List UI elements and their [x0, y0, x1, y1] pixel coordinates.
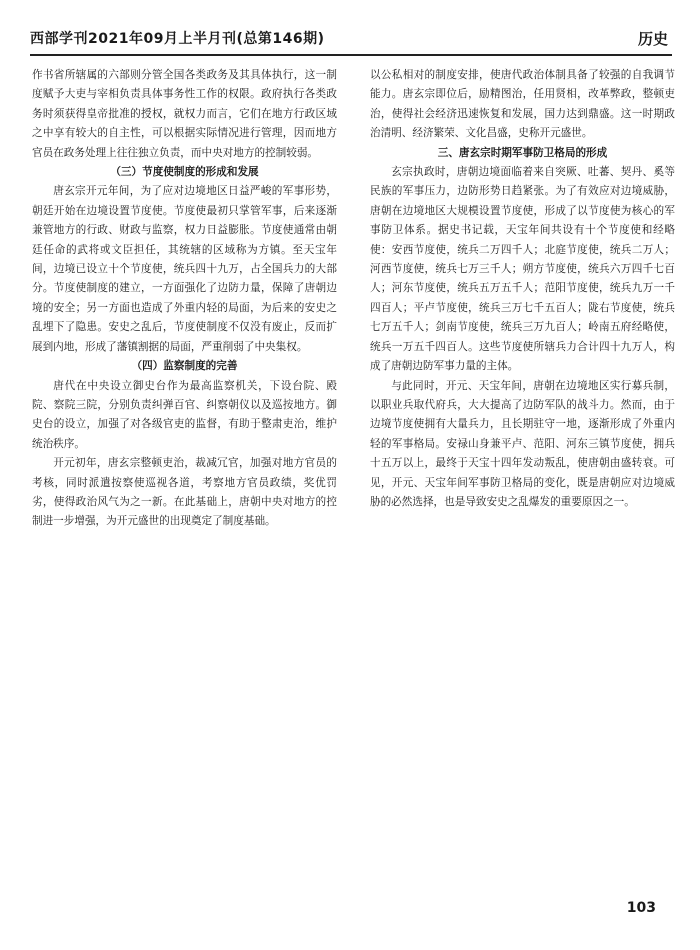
page-number: 103: [626, 900, 656, 916]
header-rule: [30, 54, 672, 56]
paragraph: 玄宗执政时，唐朝边境面临着来自突厥、吐蕃、契丹、奚等民族的军事压力，边防形势日趋紧张。为了有效应对边境威胁，唐朝在边境地区大规模设置节度使，形成了以节度使为核心的军事防卫体系。据史书记载，天宝年间共设有十个节度使和经略使：安西节度使，统兵二万四千人；北庭节度使，统兵二万人；河西节度使，统兵七万三千人；朔方节度使，统兵六万四千七百人；河东节度使，统兵五万五千人；范阳节度使，统兵九万一千四百人；平卢节度使，统兵三万七千五百人；陇右节度使，统兵七万五千人；剑南节度使，统兵三万九百人；岭南五府经略使，统兵一万五千四百人。这些节度使所辖兵力合计四十九万人，构成了唐朝边防军事力量的主体。: [370, 166, 675, 373]
journal-title: 西部学刊2021年09月上半月刊(总第146期): [30, 31, 325, 47]
subsection-heading: （三）节度使制度的形成和发展: [110, 166, 259, 179]
left-column: [32, 66, 337, 532]
paragraph: 与此同时，开元、天宝年间，唐朝在边境地区实行募兵制，以职业兵取代府兵，大大提高了边防军队的战斗力。然而，由于边境节度使拥有大量兵力，且长期驻守一地，逐渐形成了外重内轻的军事格局。安禄山身兼平卢、范阳、河东三镇节度使，拥兵十五万以上，最终于天宝十四年发动叛乱，使唐朝由盛转衰。可见，开元、天宝年间军事防卫格局的变化，既是唐朝应对边境威胁的必然选择，也是导致安史之乱爆发的重要原因之一。: [370, 379, 675, 508]
section-label: 历史: [637, 30, 668, 48]
paragraph: 开元初年，唐玄宗整顿吏治，裁减冗官，加强对地方官员的考核，同时派遣按察使巡视各道，考察地方官员政绩，奖优罚劣，使得政治风气为之一新。在此基础上，唐朝中央对地方的控制进一步增强，为开元盛世的出现奠定了制度基础。: [32, 457, 337, 528]
paragraph: 唐玄宗开元年间，为了应对边境地区日益严峻的军事形势，朝廷开始在边境设置节度使。节度使最初只掌管军事，后来逐渐兼管地方的行政、财政与监察，权力日益膨胀。节度使通常由朝廷任命的武将或文臣担任，其统辖的区域称为方镇。至天宝年间，边境已设立十个节度使，统兵四十九万，占全国兵力的大部分。节度使制度的建立，一方面强化了边防力量，保障了唐朝边境的安全；另一方面也造成了外重内轻的局面，为后来的安史之乱埋下了隐患。安史之乱后，节度使制度不仅没有废止，反而扩展到内地，形成了藩镇割据的局面，严重削弱了中央集权。: [32, 185, 337, 353]
paragraph: 唐代在中央设立御史台作为最高监察机关，下设台院、殿院、察院三院，分别负责纠弹百官、纠察朝仪以及巡按地方。御史台的设立，加强了对各级官吏的监督，有助于整肃吏治，维护统治秩序。: [32, 379, 337, 450]
paragraph: 作书省所辖属的六部则分管全国各类政务及其具体执行，这一制度赋予大吏与宰相负责具体事务性工作的权限。政府执行各类政务时须获得皇帝批准的授权，就权力而言，它们在地方行政区域之中享有较大的自主性，可以根据实际情况进行管理，因而地方官员在政务处理上往往独立负责，而中央对地方的控制较弱。: [32, 69, 337, 159]
page-header: [30, 22, 672, 54]
section-heading: 三、唐玄宗时期军事防卫格局的形成: [437, 146, 608, 159]
right-column: [370, 66, 675, 512]
subsection-heading: （四）监察制度的完善: [131, 360, 238, 373]
paragraph: 以公私相对的制度安排，使唐代政治体制具备了较强的自我调节能力。唐玄宗即位后，励精图治，任用贤相，改革弊政，整顿吏治，使得社会经济迅速恢复和发展，国力达到鼎盛。这一时期政治清明、经济繁荣、文化昌盛，史称开元盛世。: [370, 69, 675, 140]
